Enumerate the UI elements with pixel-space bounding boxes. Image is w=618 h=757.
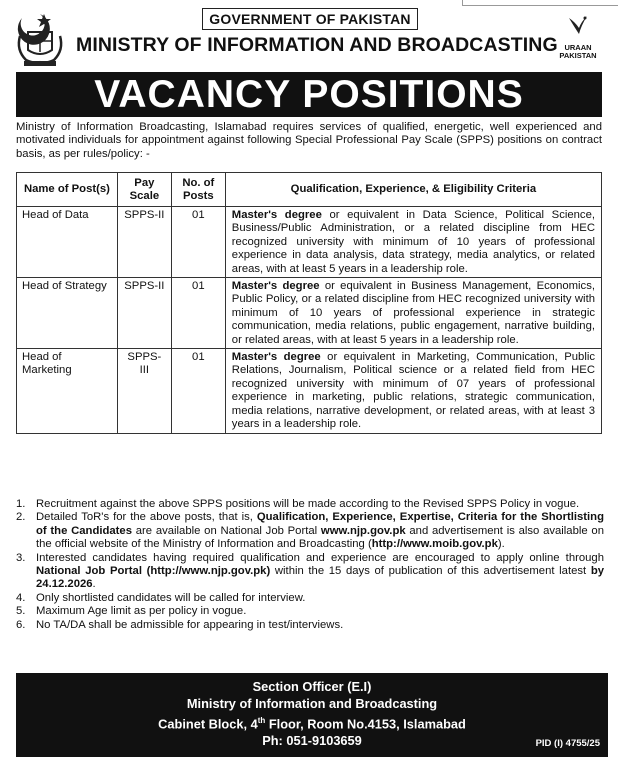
note-text	[36, 552, 604, 592]
ministry-name: Ministry of Information and Broadcasting	[186, 696, 438, 711]
address	[16, 712, 608, 732]
note-fragment: are available on National Job Portal	[132, 524, 321, 537]
note-number: 2.	[16, 511, 26, 524]
criteria-text: or equivalent in Marketing, Communication, Public Relations, Journalism, Political science or a related field from HEC recognized university with minimum of 07 years of professional experience in marketing, public relations, strategic communication, media relations, narrative development, or related areas, with at least 3 years in a leadership role.	[231, 351, 595, 431]
note-text	[36, 511, 604, 551]
list-item	[16, 552, 604, 592]
header-criteria: Qualification, Experience, & Eligibility Criteria	[225, 173, 601, 207]
note-fragment: within the 15 days of publication of this advertisement latest	[270, 565, 591, 578]
table-row	[17, 278, 602, 349]
header-post-name: Name of Post(s)	[17, 173, 118, 207]
government-title: GOVERNMENT OF PAKISTAN	[202, 8, 418, 30]
address-part: Cabinet Block, 4	[158, 716, 258, 732]
note-number: 4.	[16, 591, 26, 604]
shortlisting-criteria-label: Qualification, Experience, Expertise, Criteria for the Shortlisting of the Candidates	[36, 511, 604, 537]
state-emblem-icon	[14, 12, 66, 68]
criteria-text: or equivalent in Data Science, Political Science, Business/Public Administration, or a related discipline from HEC recognized university with minimum of 10 years of professional experience in data analysis, data strategy, media analytics, or related areas, with at least 5 years in a leadership role.	[231, 209, 595, 275]
post-name: Head of Strategy	[17, 278, 118, 349]
uraan-label-2: PAKISTAN	[559, 51, 597, 60]
note-number: 1.	[16, 498, 26, 510]
moib-link[interactable]: http://www.moib.gov.pk	[371, 538, 498, 551]
header-pay-scale: Pay Scale	[117, 173, 171, 207]
phone-number: Ph: 051-9103659	[262, 733, 362, 749]
note-number: 6.	[16, 618, 26, 631]
table-header-row	[17, 173, 602, 207]
criteria	[225, 349, 601, 433]
note-text: Only shortlisted candidates will be called for interview.	[36, 591, 306, 604]
intro-paragraph: Ministry of Information Broadcasting, Islamabad requires services of qualified, energetic, well experienced and motivated individuals for appointment against following Special Professional Pay Scale (SPPS) positions on contract basis, as per rules/policy: -	[16, 121, 602, 160]
pid-number: PID (I) 4755/25	[535, 738, 600, 749]
list-item	[16, 619, 604, 632]
note-number: 3.	[16, 551, 26, 564]
uraan-bird-icon	[565, 14, 591, 36]
njp-portal-link[interactable]: National Job Portal (http://www.njp.gov.pk)	[36, 565, 271, 578]
note-fragment: Detailed ToR's for the above posts, that is,	[36, 511, 257, 524]
note-fragment: ).	[497, 538, 505, 551]
pay-scale: SPPS-II	[117, 207, 171, 278]
address-part: Floor, Room No.4153, Islamabad	[265, 716, 466, 732]
criteria	[225, 207, 601, 278]
table-row	[17, 349, 602, 433]
note-fragment: .	[92, 578, 96, 591]
note-fragment: Interested candidates having required qualification and experience are encouraged to apply online through	[36, 551, 604, 564]
criteria-text: or equivalent in Business Management, Economics, Public Policy, or a related discipline from HEC recognized university with minimum of 10 years of professional experience in strategic communication, media relations, public engagement, narrative building, or related areas, with at least 5 years in a leadership role.	[231, 280, 595, 346]
degree-label: Master's degree	[231, 209, 322, 221]
criteria	[225, 278, 601, 349]
list-item	[16, 498, 604, 511]
contact-footer	[16, 673, 608, 757]
post-count: 01	[171, 349, 225, 433]
note-text: No TA/DA shall be admissible for appearing in test/interviews.	[36, 618, 344, 631]
njp-link[interactable]: www.njp.gov.pk	[320, 524, 406, 537]
list-item	[16, 605, 604, 618]
note-number: 5.	[16, 605, 26, 618]
note-fragment: and advertisement is also available on the official website of the Ministry of Information and Broadcasting (	[36, 524, 604, 551]
uraan-pakistan-logo	[550, 14, 606, 70]
table-row	[17, 207, 602, 278]
officer-title: Section Officer (E.I)	[252, 679, 372, 694]
degree-label: Master's degree	[231, 351, 321, 364]
degree-label: Master's degree	[231, 280, 320, 293]
notes-list	[16, 498, 604, 632]
vacancy-table	[16, 172, 602, 434]
ministry-title: MINISTRY OF INFORMATION AND BROADCASTING	[76, 34, 558, 56]
pay-scale: SPPS-III	[117, 349, 171, 433]
uraan-label-1: URAAN	[564, 43, 592, 52]
note-text: Recruitment against the above SPPS positions will be made according to the Revised SPPS Policy in vogue.	[36, 498, 580, 510]
post-count: 01	[171, 207, 225, 278]
pay-scale: SPPS-II	[117, 278, 171, 349]
corner-border	[462, 0, 618, 6]
note-text: Maximum Age limit as per policy in vogue.	[36, 605, 247, 618]
post-count: 01	[171, 278, 225, 349]
deadline-date: by 24.12.2026	[36, 565, 604, 591]
vacancy-banner: VACANCY POSITIONS	[16, 72, 602, 117]
address-ordinal: th	[257, 716, 266, 725]
header-no-of-posts: No. of Posts	[171, 173, 225, 207]
post-name: Head of Marketing	[17, 349, 118, 433]
post-name: Head of Data	[17, 207, 118, 278]
list-item	[16, 511, 604, 551]
list-item	[16, 592, 604, 605]
